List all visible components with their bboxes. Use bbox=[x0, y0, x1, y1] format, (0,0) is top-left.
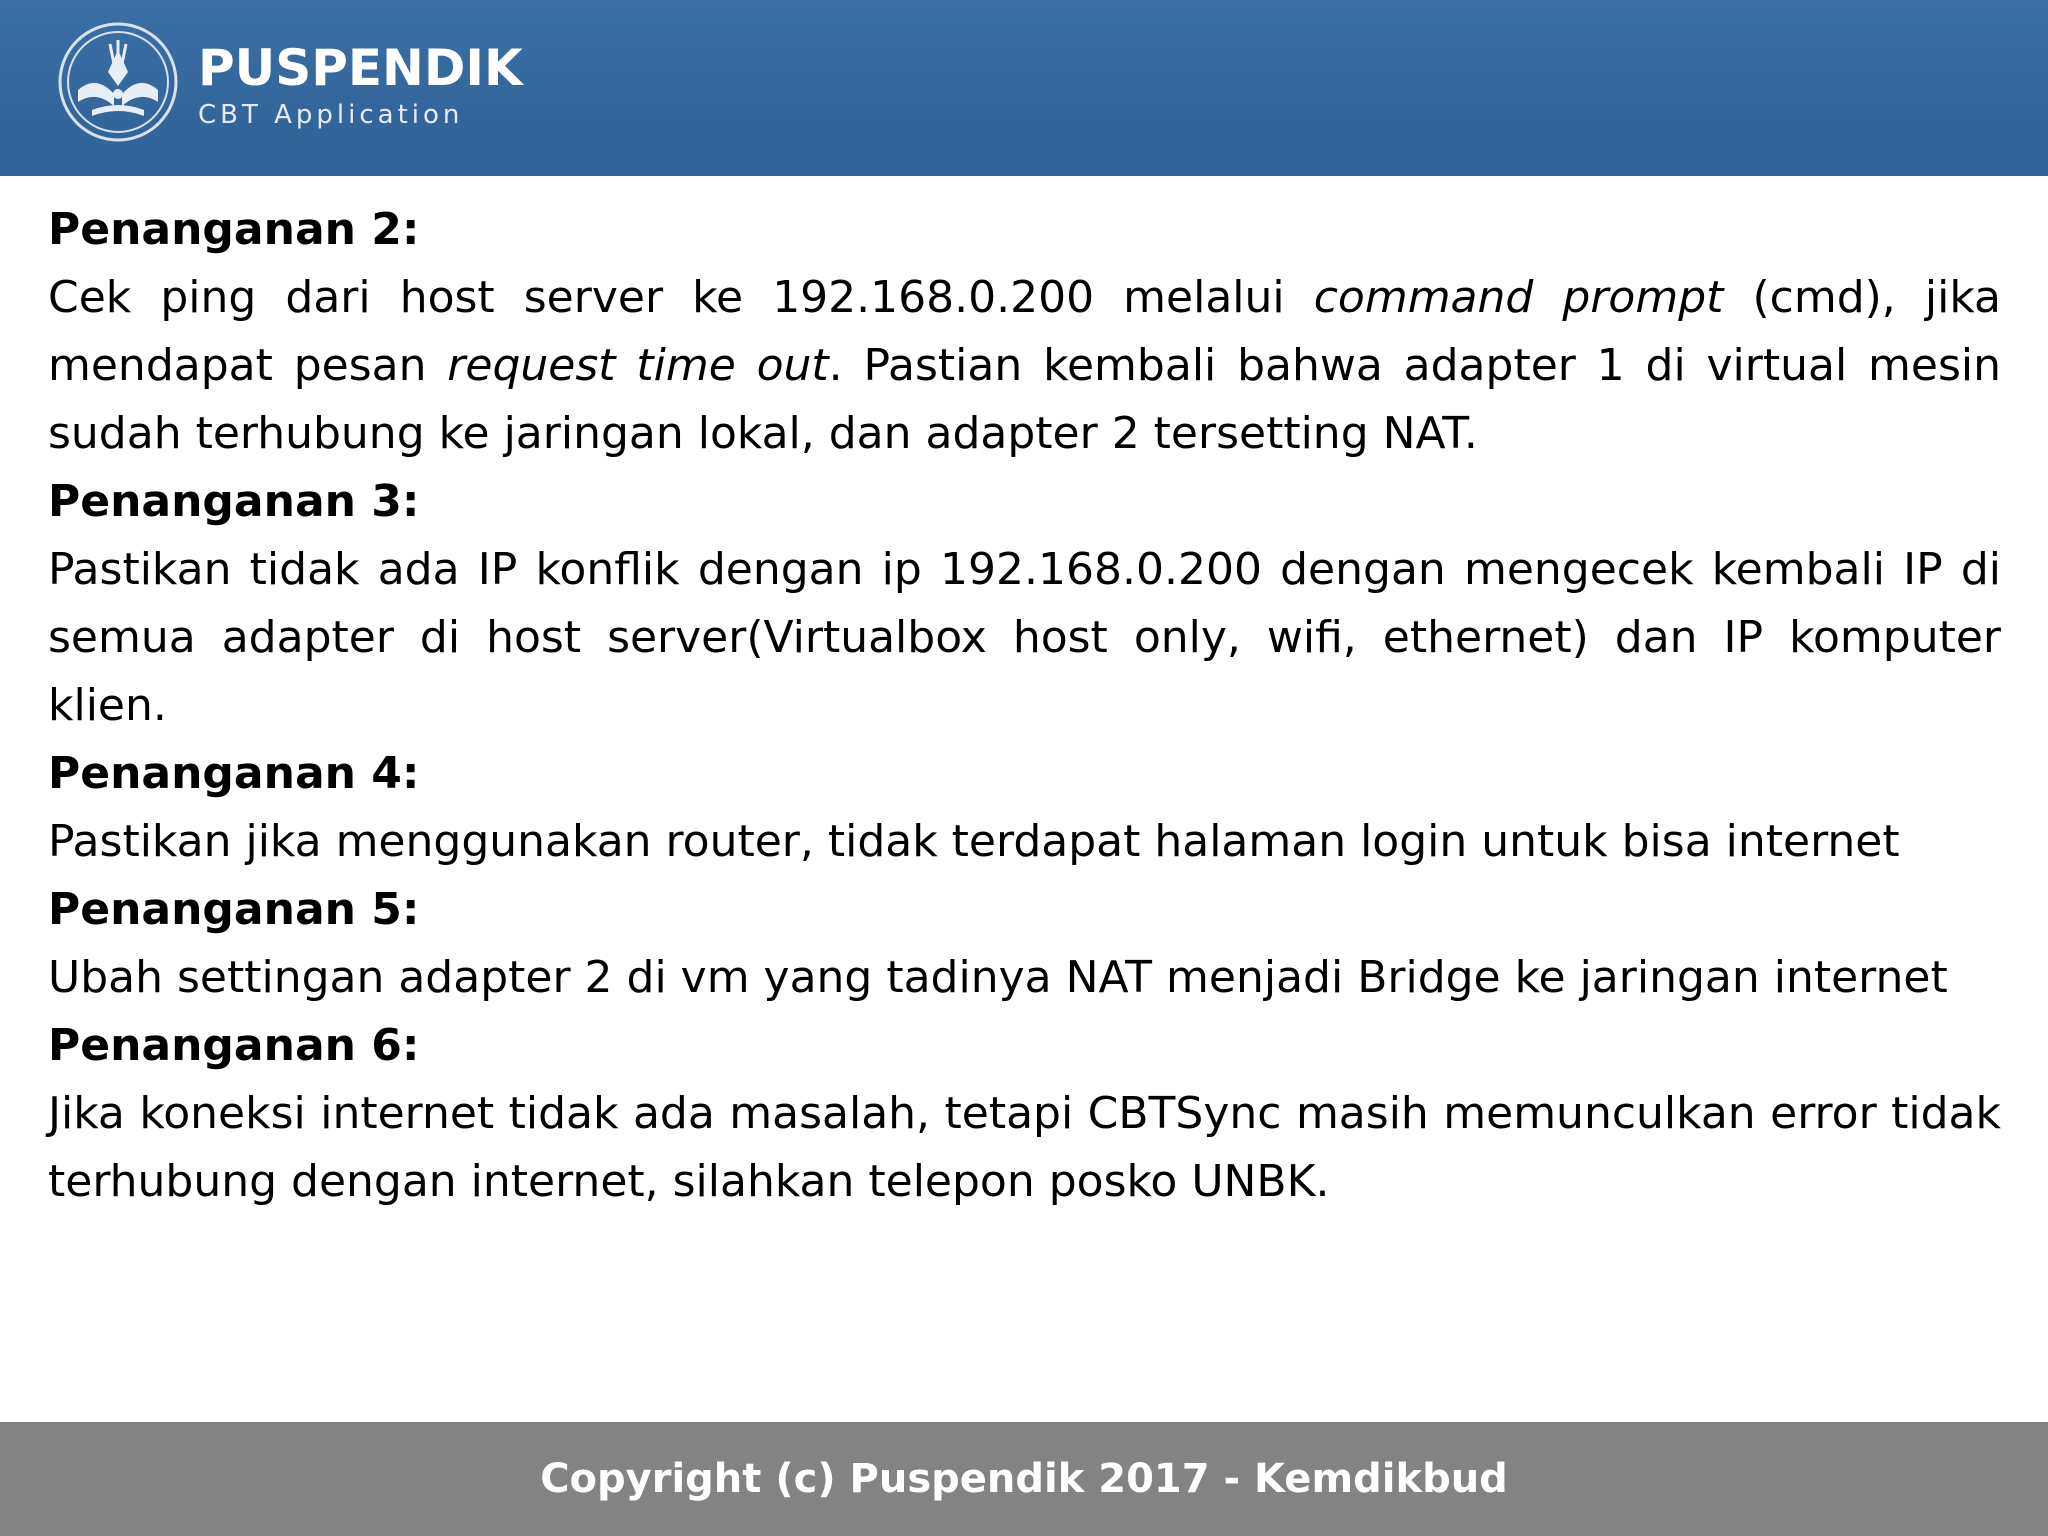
section-paragraph bbox=[48, 264, 2001, 468]
header-bar bbox=[0, 0, 2048, 176]
section-title: Penanganan 6: bbox=[48, 1020, 420, 1071]
copyright-text: Copyright (c) Puspendik 2017 - Kemdikbud bbox=[540, 1456, 1508, 1502]
section-title: Penanganan 5: bbox=[48, 884, 420, 935]
brand-block bbox=[198, 40, 523, 132]
section-paragraph bbox=[48, 808, 2001, 876]
paragraph-text: Ubah settingan adapter 2 di vm yang tadinya NAT menjadi Bridge ke jaringan internet bbox=[48, 952, 1948, 1003]
paragraph-text: Pastikan tidak ada IP konflik dengan ip 192.168.0.200 dengan mengecek kembali IP di semua adapter di host server(Virtualbox host only, wifi, ethernet) dan IP komputer klien. bbox=[48, 544, 2001, 731]
paragraph-text: Cek ping dari host server ke 192.168.0.200 melalui bbox=[48, 272, 1314, 323]
italic-term: command prompt bbox=[1313, 272, 1724, 323]
paragraph-text: (cmd), jika mendapat pesan bbox=[48, 272, 2001, 391]
section-paragraph bbox=[48, 536, 2001, 740]
content-area bbox=[48, 196, 2001, 1216]
section-title: Penanganan 4: bbox=[48, 748, 420, 799]
italic-term: request time out bbox=[447, 340, 829, 391]
paragraph-text: Pastikan jika menggunakan router, tidak terdapat halaman login untuk bisa internet bbox=[48, 816, 1900, 867]
section-paragraph bbox=[48, 944, 2001, 1012]
section-title: Penanganan 3: bbox=[48, 476, 420, 527]
section-paragraph bbox=[48, 1080, 2001, 1216]
brand-subtitle: CBT Application bbox=[198, 100, 464, 130]
section-title: Penanganan 2: bbox=[48, 204, 420, 255]
paragraph-text: . Pastian kembali bahwa adapter 1 di virtual mesin sudah terhubung ke jaringan lokal, dan adapter 2 tersetting NAT. bbox=[48, 340, 2001, 459]
brand-name: PUSPENDIK bbox=[198, 39, 523, 97]
paragraph-text: Jika koneksi internet tidak ada masalah, tetapi CBTSync masih memunculkan error tidak terhubung dengan internet, silahkan telepon posko UNBK. bbox=[48, 1088, 2001, 1207]
footer-bar bbox=[0, 1422, 2048, 1536]
tut-wuri-handayani-emblem-icon bbox=[56, 20, 180, 144]
